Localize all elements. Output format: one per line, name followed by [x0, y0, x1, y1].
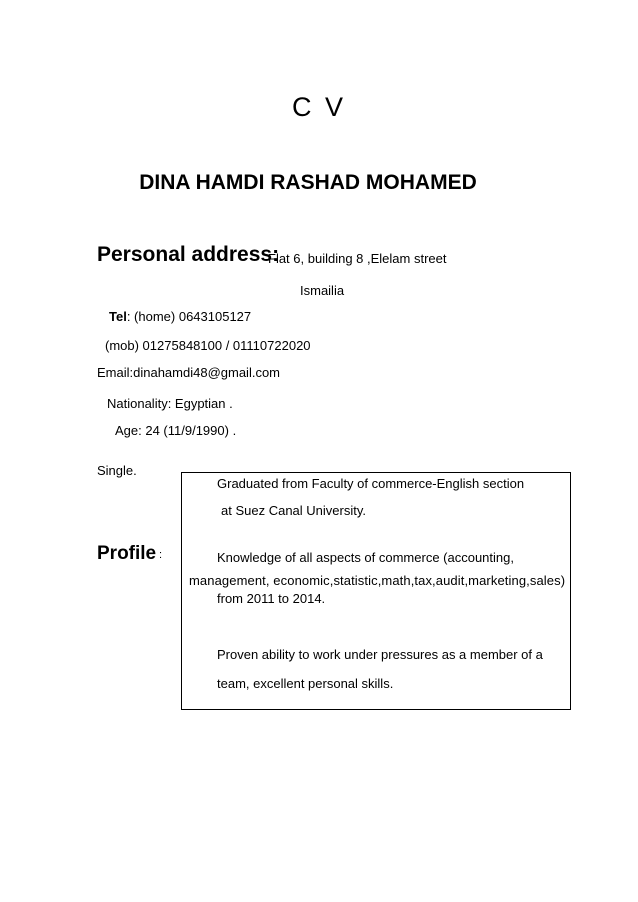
profile-line-3: Knowledge of all aspects of commerce (accounting,	[217, 550, 514, 565]
marital-status: Single.	[97, 463, 137, 478]
mobile-row: (mob) 01275848100 / 01110722020	[105, 338, 311, 353]
profile-label: Profile	[97, 543, 157, 564]
profile-line-7: team, excellent personal skills.	[217, 676, 394, 691]
profile-line-1: Graduated from Faculty of commerce-English section	[217, 476, 525, 491]
address-line-1: Flat 6, building 8 ,Elelam street	[268, 251, 447, 266]
email-row: Email:dinahamdi48@gmail.com	[97, 365, 280, 380]
cv-title: C V	[291, 92, 346, 122]
profile-line-6: Proven ability to work under pressures as a member of a	[217, 647, 543, 662]
nationality-row: Nationality: Egyptian .	[107, 396, 233, 411]
address-line-2: Ismailia	[300, 283, 345, 298]
tel-label: Tel	[109, 309, 127, 324]
age-row: Age: 24 (11/9/1990) .	[115, 423, 237, 438]
tel-row	[109, 309, 251, 324]
profile-line-4: management, economic,statistic,math,tax,audit,marketing,sales)	[189, 573, 566, 588]
profile-line-2: at Suez Canal University.	[221, 503, 366, 518]
profile-box	[181, 472, 571, 710]
tel-value: : (home) 0643105127	[126, 309, 252, 324]
profile-colon: :	[159, 549, 163, 561]
personal-address-label: Personal address:	[97, 243, 280, 266]
candidate-name: DINA HAMDI RASHAD MOHAMED	[139, 171, 477, 194]
profile-line-5: from 2011 to 2014.	[217, 591, 326, 606]
